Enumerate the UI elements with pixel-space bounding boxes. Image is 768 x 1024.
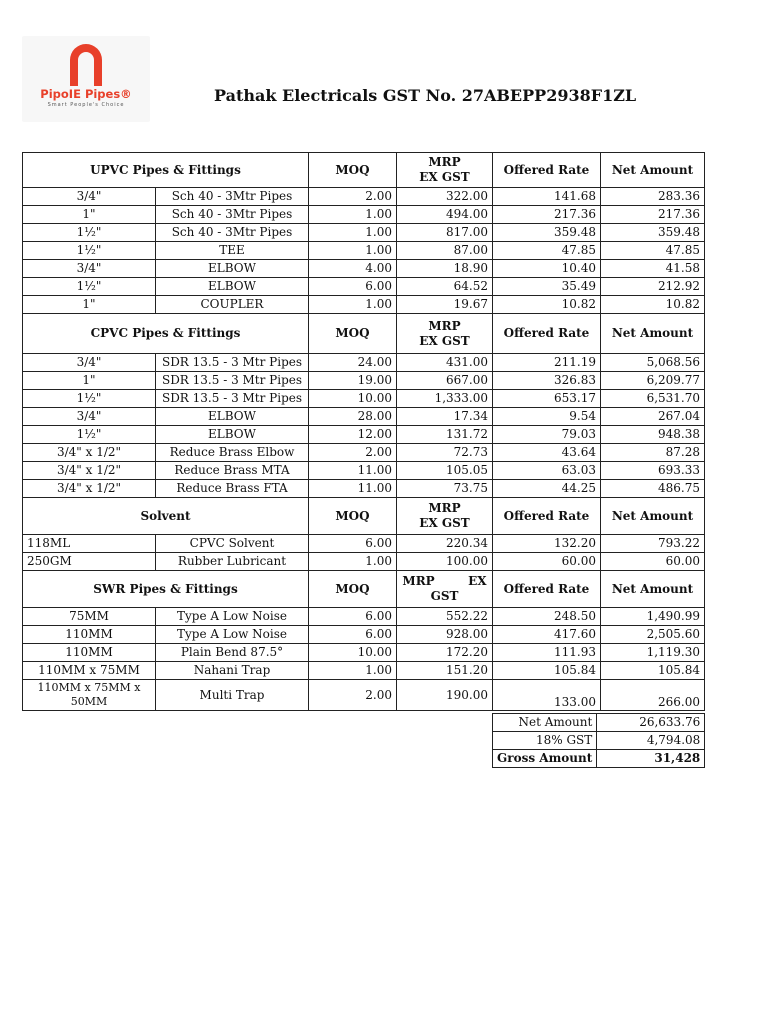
net-amount-cell: 1,119.30 — [601, 644, 705, 662]
mrp-cell: 1,333.00 — [397, 390, 493, 408]
description-cell: Reduce Brass FTA — [156, 480, 309, 498]
description-cell: COUPLER — [156, 296, 309, 314]
section-header-row — [23, 571, 705, 608]
table-row — [23, 408, 705, 426]
description-cell: SDR 13.5 - 3 Mtr Pipes — [156, 354, 309, 372]
moq-cell: 6.00 — [309, 535, 397, 553]
mrp-cell: 817.00 — [397, 224, 493, 242]
table-row — [23, 224, 705, 242]
offered-rate-cell: 133.00 — [493, 680, 601, 711]
moq-cell: 1.00 — [309, 553, 397, 571]
moq-cell: 1.00 — [309, 206, 397, 224]
net-amount-cell: 6,209.77 — [601, 372, 705, 390]
size-cell: 3/4" — [23, 188, 156, 206]
description-cell: SDR 13.5 - 3 Mtr Pipes — [156, 390, 309, 408]
section-title: Solvent — [23, 498, 309, 535]
net-amount-cell: 105.84 — [601, 662, 705, 680]
moq-cell: 12.00 — [309, 426, 397, 444]
description-cell: Sch 40 - 3Mtr Pipes — [156, 206, 309, 224]
net-amount-cell: 283.36 — [601, 188, 705, 206]
mrp-header-line2: EX GST — [419, 516, 470, 530]
offered-rate-cell: 248.50 — [493, 608, 601, 626]
table-row — [23, 444, 705, 462]
section-header-row — [23, 498, 705, 535]
mrp-cell: 17.34 — [397, 408, 493, 426]
gst-value: 4,794.08 — [597, 732, 705, 750]
gross-amount-value: 31,428 — [597, 750, 705, 768]
table-row — [23, 426, 705, 444]
offered-rate-cell: 47.85 — [493, 242, 601, 260]
moq-cell: 24.00 — [309, 354, 397, 372]
moq-cell: 1.00 — [309, 662, 397, 680]
moq-cell: 2.00 — [309, 680, 397, 711]
mrp-cell: 73.75 — [397, 480, 493, 498]
description-cell: Sch 40 - 3Mtr Pipes — [156, 224, 309, 242]
logo-tagline: Smart People's Choice — [47, 102, 125, 108]
size-cell: 110MM — [23, 626, 156, 644]
net-amount-cell: 948.38 — [601, 426, 705, 444]
size-cell: 1½" — [23, 242, 156, 260]
size-cell: 3/4" x 1/2" — [23, 462, 156, 480]
size-line1: 110MM x 75MM x — [37, 681, 141, 694]
table-row — [23, 535, 705, 553]
description-cell: Type A Low Noise — [156, 626, 309, 644]
section-header-row — [23, 153, 705, 188]
table-row — [23, 188, 705, 206]
moq-cell: 4.00 — [309, 260, 397, 278]
size-cell — [23, 680, 156, 711]
price-table — [22, 152, 705, 711]
mrp-cell: 18.90 — [397, 260, 493, 278]
moq-cell: 10.00 — [309, 390, 397, 408]
net-amount-header: Net Amount — [601, 153, 705, 188]
description-cell: ELBOW — [156, 408, 309, 426]
mrp-header-line2: GST — [430, 589, 459, 603]
summary-table — [492, 713, 705, 768]
description-cell: Reduce Brass MTA — [156, 462, 309, 480]
moq-cell: 1.00 — [309, 224, 397, 242]
net-amount-value: 26,633.76 — [597, 714, 705, 732]
moq-header: MOQ — [309, 153, 397, 188]
offered-rate-cell: 217.36 — [493, 206, 601, 224]
offered-rate-cell: 10.40 — [493, 260, 601, 278]
moq-cell: 11.00 — [309, 462, 397, 480]
mrp-cell: 105.05 — [397, 462, 493, 480]
description-cell: SDR 13.5 - 3 Mtr Pipes — [156, 372, 309, 390]
net-amount-cell: 41.58 — [601, 260, 705, 278]
mrp-header-line2: EX GST — [419, 333, 470, 348]
mrp-header — [397, 498, 493, 535]
mrp-cell: 190.00 — [397, 680, 493, 711]
net-amount-cell: 217.36 — [601, 206, 705, 224]
size-cell: 250GM — [23, 553, 156, 571]
table-row — [23, 680, 705, 711]
table-row — [23, 626, 705, 644]
size-cell: 1½" — [23, 390, 156, 408]
table-row — [23, 462, 705, 480]
description-cell: Sch 40 - 3Mtr Pipes — [156, 188, 309, 206]
moq-cell: 11.00 — [309, 480, 397, 498]
mrp-cell: 87.00 — [397, 242, 493, 260]
description-cell: CPVC Solvent — [156, 535, 309, 553]
net-amount-cell: 87.28 — [601, 444, 705, 462]
company-logo — [22, 36, 150, 122]
mrp-cell: 552.22 — [397, 608, 493, 626]
net-amount-cell: 60.00 — [601, 553, 705, 571]
offered-rate-cell: 211.19 — [493, 354, 601, 372]
size-cell: 1" — [23, 372, 156, 390]
table-row — [23, 553, 705, 571]
mrp-cell: 172.20 — [397, 644, 493, 662]
size-cell: 110MM — [23, 644, 156, 662]
summary-gross-row — [493, 750, 705, 768]
offered-rate-header: Offered Rate — [493, 498, 601, 535]
offered-rate-cell: 105.84 — [493, 662, 601, 680]
size-cell: 3/4" x 1/2" — [23, 444, 156, 462]
mrp-cell: 494.00 — [397, 206, 493, 224]
mrp-header-line1: MRP — [428, 501, 461, 515]
moq-cell: 2.00 — [309, 188, 397, 206]
offered-rate-header: Offered Rate — [493, 571, 601, 608]
moq-cell: 2.00 — [309, 444, 397, 462]
net-amount-cell: 266.00 — [601, 680, 705, 711]
offered-rate-cell: 35.49 — [493, 278, 601, 296]
mrp-cell: 19.67 — [397, 296, 493, 314]
description-cell: ELBOW — [156, 278, 309, 296]
summary-gst-row — [493, 732, 705, 750]
moq-cell: 6.00 — [309, 278, 397, 296]
section-title: CPVC Pipes & Fittings — [23, 314, 309, 354]
net-amount-cell: 693.33 — [601, 462, 705, 480]
net-amount-cell: 267.04 — [601, 408, 705, 426]
mrp-cell: 64.52 — [397, 278, 493, 296]
page-title: Pathak Electricals GST No. 27ABEPP2938F1ZL — [214, 86, 637, 105]
net-amount-cell: 359.48 — [601, 224, 705, 242]
size-cell: 3/4" — [23, 260, 156, 278]
moq-header: MOQ — [309, 571, 397, 608]
mrp-cell: 431.00 — [397, 354, 493, 372]
offered-rate-cell: 60.00 — [493, 553, 601, 571]
size-cell: 3/4" — [23, 408, 156, 426]
moq-header: MOQ — [309, 498, 397, 535]
mrp-cell: 928.00 — [397, 626, 493, 644]
net-amount-cell: 6,531.70 — [601, 390, 705, 408]
mrp-cell: 72.73 — [397, 444, 493, 462]
net-amount-cell: 1,490.99 — [601, 608, 705, 626]
size-cell: 110MM x 75MM — [23, 662, 156, 680]
mrp-cell: 151.20 — [397, 662, 493, 680]
offered-rate-header: Offered Rate — [493, 314, 601, 354]
net-amount-cell: 5,068.56 — [601, 354, 705, 372]
offered-rate-cell: 141.68 — [493, 188, 601, 206]
gst-label: 18% GST — [493, 732, 597, 750]
offered-rate-cell: 63.03 — [493, 462, 601, 480]
net-amount-cell: 486.75 — [601, 480, 705, 498]
offered-rate-cell: 79.03 — [493, 426, 601, 444]
mrp-header-line1: MRP EX — [402, 574, 487, 588]
table-row — [23, 372, 705, 390]
moq-cell: 19.00 — [309, 372, 397, 390]
net-amount-label: Net Amount — [493, 714, 597, 732]
size-cell: 118ML — [23, 535, 156, 553]
description-cell: ELBOW — [156, 426, 309, 444]
offered-rate-cell: 43.64 — [493, 444, 601, 462]
net-amount-cell: 2,505.60 — [601, 626, 705, 644]
offered-rate-header: Offered Rate — [493, 153, 601, 188]
offered-rate-cell: 326.83 — [493, 372, 601, 390]
size-cell: 1" — [23, 296, 156, 314]
table-row — [23, 644, 705, 662]
description-cell: Multi Trap — [156, 680, 309, 711]
moq-cell: 6.00 — [309, 608, 397, 626]
pipe-logo-icon — [66, 42, 106, 86]
offered-rate-cell: 10.82 — [493, 296, 601, 314]
size-cell: 3/4" — [23, 354, 156, 372]
moq-cell: 10.00 — [309, 644, 397, 662]
net-amount-cell: 10.82 — [601, 296, 705, 314]
offered-rate-cell: 111.93 — [493, 644, 601, 662]
net-amount-header: Net Amount — [601, 498, 705, 535]
net-amount-cell: 47.85 — [601, 242, 705, 260]
offered-rate-cell: 417.60 — [493, 626, 601, 644]
mrp-header-line2: EX GST — [419, 170, 470, 184]
mrp-header — [397, 571, 493, 608]
table-row — [23, 242, 705, 260]
table-row — [23, 260, 705, 278]
mrp-cell: 131.72 — [397, 426, 493, 444]
net-amount-header: Net Amount — [601, 314, 705, 354]
section-title: SWR Pipes & Fittings — [23, 571, 309, 608]
table-row — [23, 390, 705, 408]
moq-cell: 6.00 — [309, 626, 397, 644]
table-row — [23, 354, 705, 372]
size-line2: 50MM — [70, 695, 108, 708]
section-header-row — [23, 314, 705, 354]
offered-rate-cell: 359.48 — [493, 224, 601, 242]
mrp-header-line1: MRP — [428, 318, 461, 333]
table-row — [23, 662, 705, 680]
summary-net-row — [493, 714, 705, 732]
mrp-header-line1: MRP — [428, 155, 461, 169]
moq-cell: 1.00 — [309, 296, 397, 314]
mrp-cell: 667.00 — [397, 372, 493, 390]
mrp-header — [397, 153, 493, 188]
mrp-cell: 322.00 — [397, 188, 493, 206]
gross-amount-label: Gross Amount — [493, 750, 597, 768]
description-cell: Nahani Trap — [156, 662, 309, 680]
net-amount-cell: 793.22 — [601, 535, 705, 553]
size-cell: 1½" — [23, 224, 156, 242]
size-cell: 3/4" x 1/2" — [23, 480, 156, 498]
mrp-cell: 220.34 — [397, 535, 493, 553]
offered-rate-cell: 9.54 — [493, 408, 601, 426]
moq-cell: 28.00 — [309, 408, 397, 426]
mrp-header — [397, 314, 493, 354]
size-cell: 75MM — [23, 608, 156, 626]
moq-header: MOQ — [309, 314, 397, 354]
description-cell: Plain Bend 87.5° — [156, 644, 309, 662]
description-cell: Type A Low Noise — [156, 608, 309, 626]
table-row — [23, 608, 705, 626]
section-title: UPVC Pipes & Fittings — [23, 153, 309, 188]
table-row — [23, 480, 705, 498]
offered-rate-cell: 44.25 — [493, 480, 601, 498]
size-cell: 1½" — [23, 278, 156, 296]
offered-rate-cell: 653.17 — [493, 390, 601, 408]
size-cell: 1" — [23, 206, 156, 224]
table-row — [23, 206, 705, 224]
moq-cell: 1.00 — [309, 242, 397, 260]
description-cell: ELBOW — [156, 260, 309, 278]
net-amount-header: Net Amount — [601, 571, 705, 608]
size-cell: 1½" — [23, 426, 156, 444]
description-cell: Rubber Lubricant — [156, 553, 309, 571]
description-cell: Reduce Brass Elbow — [156, 444, 309, 462]
table-row — [23, 296, 705, 314]
table-row — [23, 278, 705, 296]
net-amount-cell: 212.92 — [601, 278, 705, 296]
logo-brand-name: PipoIE Pipes® — [40, 87, 132, 101]
mrp-cell: 100.00 — [397, 553, 493, 571]
description-cell: TEE — [156, 242, 309, 260]
offered-rate-cell: 132.20 — [493, 535, 601, 553]
